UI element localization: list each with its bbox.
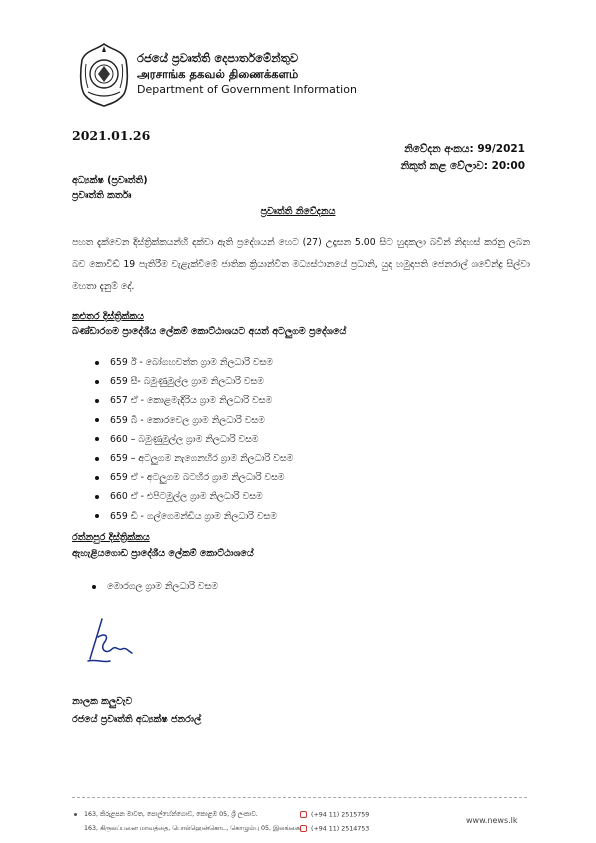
list-item	[95, 507, 293, 526]
release-number: නිවේදන අංකය: 99/2021	[404, 143, 525, 155]
department-name-sinhala: රජයේ ප්‍රවෘත්ති දෙපාර්තමේන්තුව	[137, 51, 299, 65]
addressee-line: අධ්‍යක්ෂ (ප්‍රවෘත්ති)	[72, 175, 148, 186]
signatory-title: රජයේ ප්‍රවෘත්ති අධ්‍යක්ෂ ජනරාල්	[72, 714, 202, 725]
list-item	[92, 577, 218, 596]
document-title: ප්‍රවෘත්ති නිවේදනය	[260, 206, 336, 217]
gn-division-list	[95, 353, 293, 526]
department-name-tamil: அரசாங்க தகவல் திணைக்களம்	[137, 67, 299, 81]
bullet-icon	[95, 495, 99, 499]
list-item	[95, 411, 293, 430]
bullet-icon	[95, 380, 99, 384]
list-item	[95, 487, 293, 506]
government-emblem-logo	[78, 42, 130, 108]
list-item-text: 660 – බමුණුමුල්ල ග්‍රාම නිලධාරි වසම	[110, 433, 259, 445]
list-item-text: 657 ඒ - කොළමැදිරිය ග්‍රාම නිලධාරි වසම	[110, 395, 273, 407]
bullet-icon	[95, 457, 99, 461]
bullet-icon	[95, 418, 99, 422]
list-item-text: 659 ඒ - අටලුගම බටහිර ග්‍රාම නිලධාරි වසම	[110, 472, 285, 484]
body-paragraph: පහත දැක්වෙන දිස්ත්‍රික්කයන්හි දක්වා ඇති ප්‍රදේශයන් හෙට (27) උදෑසන 5.00 සිට හුදකලා බවින් නිදහස් කරනු ලබන බව කොවිඩ් 19 පැතිරීම වැළැක්වීමේ ජාතික ක්‍රියාන්විත මධ්‍යස්ථානයේ ප්‍රධානි, යුද හමුදාපති ජෙනරාල් ශවේන්ද්‍ර සිල්වා මහතා දැනුම් දේ.	[72, 237, 530, 292]
list-item-text: 659 ඊ - බෝගහවත්ත ග්‍රාම නිලධාරි වසම	[110, 357, 273, 369]
division-heading: බණ්ඩාරගම ප්‍රාදේශීය ලේකම් කොට්ඨාශයට අයත් අටලුගම ප්‍රදේශයේ	[72, 326, 347, 337]
addressee-line: ප්‍රවෘත්ති කර්තෘ	[72, 190, 132, 201]
release-time: නිකුත් කළ වේලාව: 20:00	[400, 160, 525, 172]
footer-phone	[300, 811, 369, 819]
bullet-icon	[95, 361, 99, 365]
district-heading: කළුතර දිස්ත්‍රික්කය	[72, 311, 144, 322]
signatory-name: නාලක කලුවැව	[72, 696, 133, 707]
list-item-text: 659 බී - කොරවෙල ග්‍රාම නිලධාරි වසම	[110, 414, 265, 426]
signature-image	[80, 615, 140, 675]
bullet-icon	[95, 437, 99, 441]
gn-division-list	[92, 577, 218, 596]
footer-fax	[300, 825, 369, 833]
bullet-icon	[95, 476, 99, 480]
list-item-text: 659 ඩී - ගල්ගෙමන්ඩිය ග්‍රාම නිලධාරි වසම	[110, 510, 277, 522]
department-name-english: Department of Government Information	[137, 83, 357, 96]
list-item	[95, 372, 293, 391]
footer-address-sinhala: 163, කිරුළපන මාවත, පොල්හේන්ගොඩ, කොළඹ 05, ශ්‍රී ලංකාව.	[84, 811, 258, 818]
bullet-icon	[92, 585, 96, 589]
release-date: 2021.01.26	[72, 128, 151, 143]
list-item-text: මොරගල ග්‍රාම නිලධාරි වසම	[107, 581, 218, 593]
list-item	[95, 468, 293, 487]
bullet-icon	[74, 813, 77, 816]
list-item	[95, 449, 293, 468]
division-heading: ඇහැළියගොඩ ප්‍රාදේශීය ලේකම් කොට්ඨාශයේ	[72, 548, 254, 559]
list-item-text: 660 ඒ - එපිටමුල්ල ග්‍රාම නිලධාරි වසම	[110, 491, 263, 503]
list-item	[95, 430, 293, 449]
phone-number: (+94 11) 2515759	[311, 811, 370, 819]
district-heading: රත්නපුර දිස්ත්‍රික්කය	[72, 532, 150, 543]
bullet-icon	[95, 514, 99, 518]
phone-icon	[300, 811, 307, 818]
footer-divider	[72, 797, 527, 798]
footer-address-tamil: 163, கிருலப்பனை மாவத்தை, பொல்ஹென்கொட, கொழும்பு 05, இலங்கை.	[84, 825, 302, 832]
fax-icon	[300, 825, 307, 832]
list-item-text: 659 – අටලුගම නැගෙනහිර ග්‍රාම නිලධාරි වසම	[110, 453, 294, 465]
list-item-text: 659 සී- බමුණුමුල්ල ග්‍රාම නිලධාරි වසම	[110, 376, 264, 388]
list-item	[95, 391, 293, 410]
bullet-icon	[95, 399, 99, 403]
footer-website: www.news.lk	[466, 816, 518, 825]
list-item	[95, 353, 293, 372]
fax-number: (+94 11) 2514753	[311, 825, 370, 833]
